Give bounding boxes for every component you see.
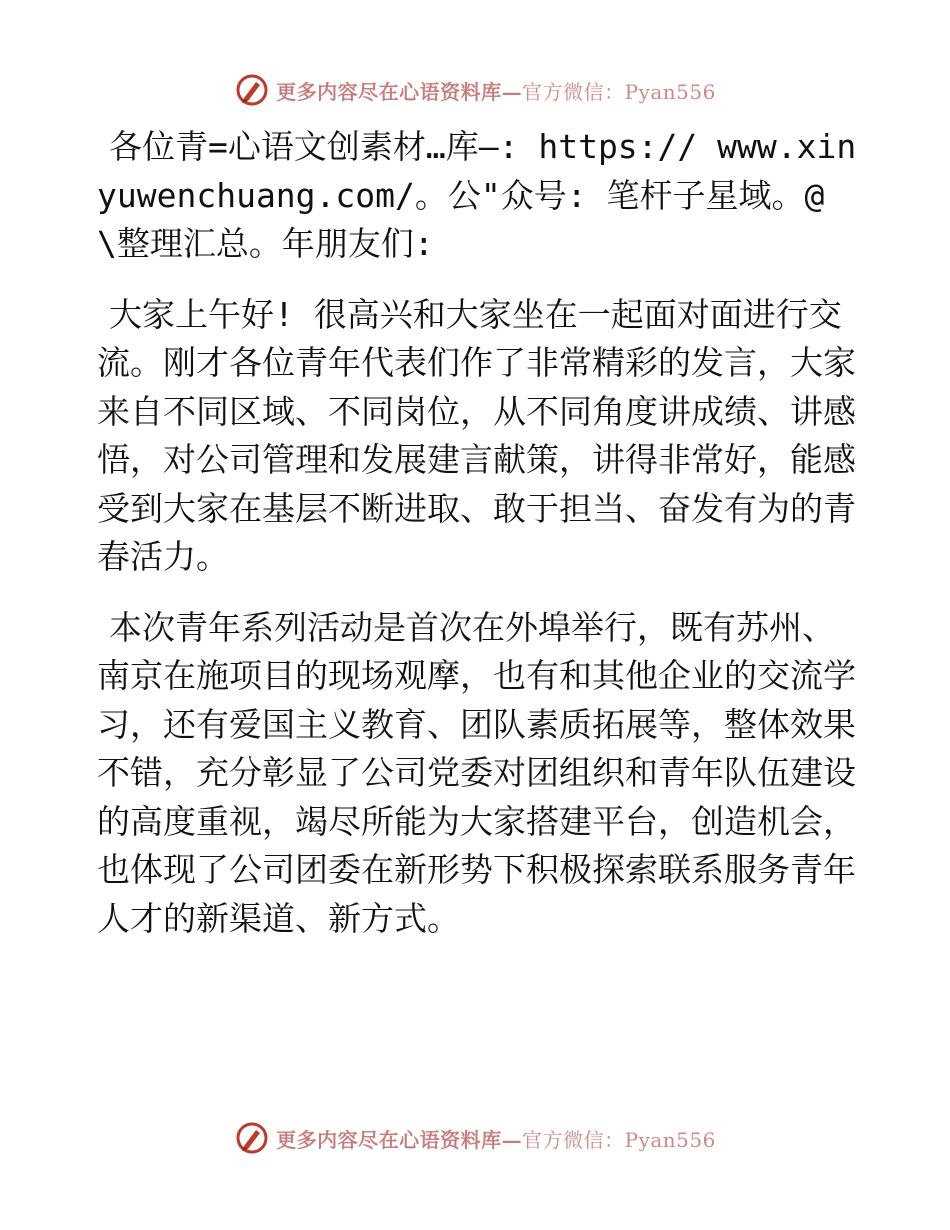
pen-logo-icon bbox=[234, 72, 270, 108]
pen-logo-icon bbox=[234, 1120, 270, 1156]
banner-wechat-text: 官方微信：Pyan556 bbox=[522, 79, 716, 104]
paragraph-text: 大家上午好! 很高兴和大家坐在一起面对面进行交流。刚才各位青年代表们作了非常精彩的发言，大家来自不同区域、不同岗位，从不同角度讲成绩、讲感悟，对公司管理和发展建言献策，讲得非常好，能感受到大家在基层不断进取、敢于担当、奋发有为的青春活力。 bbox=[97, 294, 856, 576]
banner-site-text: 更多内容尽在心语资料库 bbox=[276, 79, 502, 104]
banner-text bbox=[276, 76, 716, 105]
banner-site-text: 更多内容尽在心语资料库 bbox=[276, 1127, 502, 1152]
banner-text bbox=[276, 1124, 716, 1153]
paragraph-text: 本次青年系列活动是首次在外埠举行，既有苏州、南京在施项目的现场观摩，也有和其他企业的交流学习，还有爱国主义教育、团队素质拓展等，整体效果不错，充分彰显了公司党委对团组织和青年队伍建设的高度重视，竭尽所能为大家搭建平台，创造机会，也体现了公司团委在新形势下积极探索联系服务青年人才的新渠道、新方式。 bbox=[97, 607, 856, 938]
header-banner bbox=[0, 70, 950, 110]
document-body bbox=[97, 123, 857, 965]
footer-banner bbox=[0, 1118, 950, 1158]
paragraph-intro bbox=[97, 123, 857, 269]
paragraph-text: 各位青=心语文创素材…库—: https:// www.xinyuwenchuang.com/。公"众号: 笔杆子星域。@\整理汇总。年朋友们: bbox=[97, 127, 857, 263]
banner-dash: — bbox=[501, 1127, 523, 1152]
paragraph-activity bbox=[97, 604, 857, 944]
banner-wechat-text: 官方微信：Pyan556 bbox=[522, 1127, 716, 1152]
banner-dash: — bbox=[501, 79, 523, 104]
paragraph-greeting bbox=[97, 291, 857, 582]
